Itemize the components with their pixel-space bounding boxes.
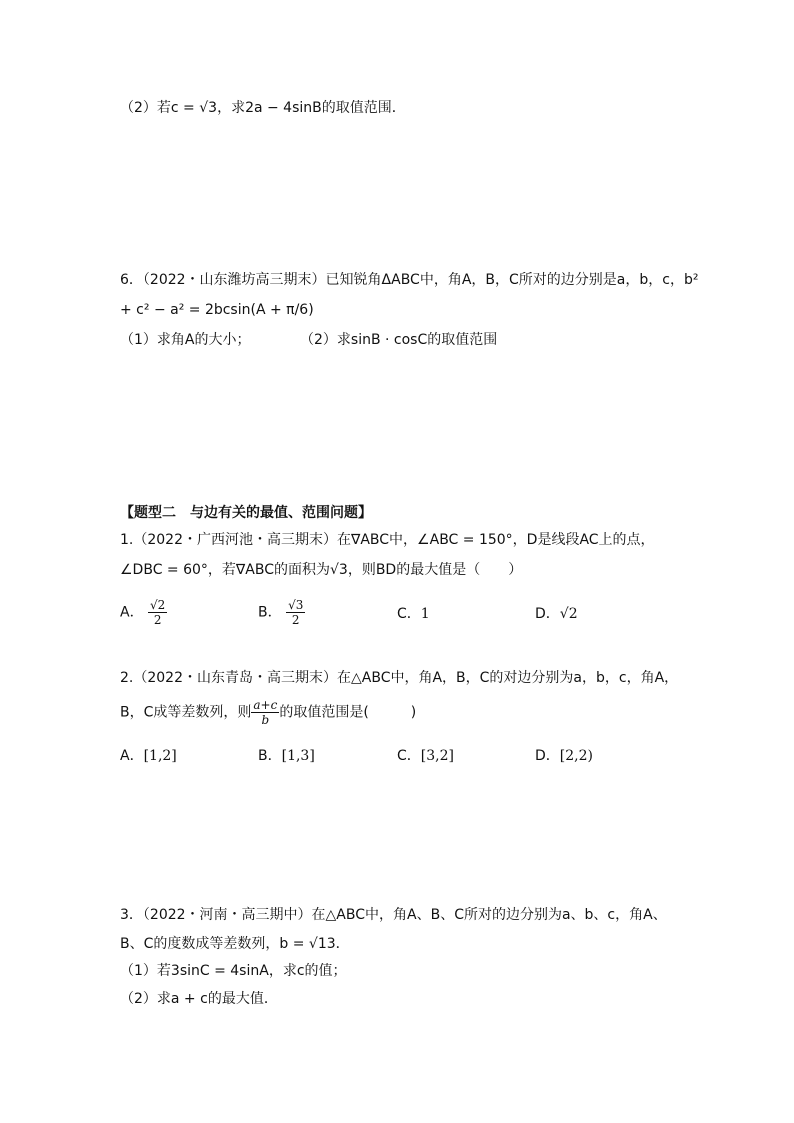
- t2q1-stem-line2: ∠DBC = 60°，若∇ABC的面积为√3，则BD的最大值是（ ）: [120, 562, 523, 578]
- option-value: [3,2]: [420, 748, 454, 764]
- option-value: [2,2): [559, 748, 593, 764]
- t2q2-fraction: [251, 698, 279, 727]
- option-label: B．: [258, 748, 282, 764]
- option-label: C．: [397, 606, 421, 622]
- q6-stem-line2: + c² − a² = 2bcsin(A + π/6): [120, 302, 314, 318]
- q5-part2: （2）若c = √3，求2a − 4sinB的取值范围．: [120, 100, 406, 116]
- t2q3-stem-line2: B、C的度数成等差数列，b = √13．: [120, 936, 350, 952]
- fraction-denominator: b: [261, 713, 270, 727]
- t2q2-text-post: 的取值范围是( ): [279, 704, 417, 721]
- t2q2-option-b: [258, 746, 315, 766]
- t2q1-option-c: [397, 604, 430, 624]
- t2q3-stem-line1: 3．（2022・河南・高三期中）在△ABC中，角A、B、C所对的边分别为a、b、c，角A、: [120, 907, 667, 923]
- q6-part2: （2）求sinB · cosC的取值范围: [300, 332, 498, 348]
- section-title: 【题型二 与边有关的最值、范围问题】: [120, 505, 372, 521]
- fraction-denominator: 2: [153, 613, 162, 627]
- option-label: B．: [258, 604, 282, 621]
- t2q2-option-c: [397, 746, 454, 766]
- option-label: C．: [397, 748, 421, 764]
- option-label: D．: [535, 748, 560, 764]
- option-fraction: [286, 598, 305, 627]
- t2q1-option-b: [258, 598, 305, 627]
- t2q3-part2: （2）求a + c的最大值．: [120, 991, 278, 1007]
- option-value: 1: [420, 606, 430, 622]
- option-fraction: [148, 598, 167, 627]
- fraction-numerator: a+c: [253, 698, 278, 712]
- q6-part1: （1）求角A的大小；: [120, 332, 251, 348]
- t2q1-option-a: [120, 598, 167, 627]
- t2q2-text-pre: B，C成等差数列，则: [120, 704, 252, 721]
- fraction-numerator: √2: [150, 598, 166, 612]
- fraction-numerator: √3: [288, 598, 304, 612]
- t2q1-stem-line1: 1.（2022・广西河池・高三期末）在∇ABC中，∠ABC = 150°，D是线段AC上的点，: [120, 532, 655, 548]
- option-value: [1,3]: [281, 748, 315, 764]
- option-label: A．: [120, 748, 144, 764]
- fraction-denominator: 2: [291, 613, 300, 627]
- t2q2-option-d: [535, 746, 593, 766]
- t2q1-option-d: [535, 604, 578, 624]
- q6-stem-line1: 6．（2022・山东潍坊高三期末）已知锐角ΔABC中，角A，B，C所对的边分别是a，b，c，b²: [120, 272, 699, 288]
- option-label: A．: [120, 604, 144, 621]
- t2q2-stem-line1: 2.（2022・山东青岛・高三期末）在△ABC中，角A，B，C的对边分别为a，b，c，角A，: [120, 670, 679, 686]
- t2q2-option-a: [120, 746, 177, 766]
- option-value: √2: [559, 606, 578, 622]
- t2q3-part1: （1）若3sinC = 4sinA，求c的值；: [120, 963, 347, 979]
- t2q2-stem-line2: [120, 698, 416, 727]
- option-value: [1,2]: [143, 748, 177, 764]
- option-label: D．: [535, 606, 560, 622]
